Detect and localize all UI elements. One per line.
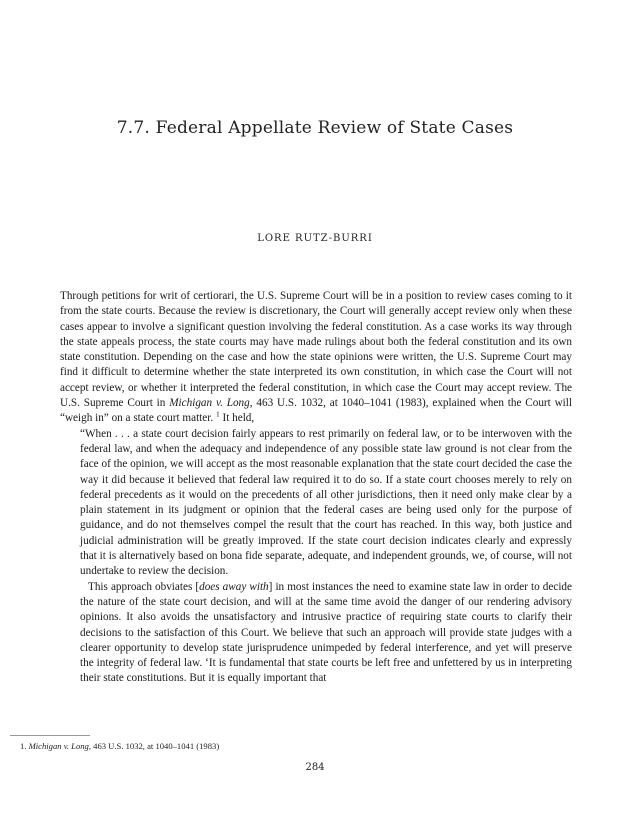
quote-paragraph-2 — [80, 580, 572, 687]
quote-italic-gloss: does away with — [199, 580, 269, 593]
footnote — [20, 741, 219, 751]
quote-paragraph-1: “When . . . a state court decision fairly appears to rest primarily on federal law, or to be interwoven with the federal law, and when the adequacy and independence of any possible state law ground is not clear from the face of the opinion, we will accept as the most reasonable explanation that the state court decided the case the way it did because it believed that federal law required it to do so. If a state court chooses merely to rely on federal precedents as it would on the precedents of all other jurisdictions, then it need only make clear by a plain statement in its judgment or opinion that the federal cases are being used only for the purpose of guidance, and do not themselves compel the result that the court has reached. In this way, both justice and judicial administration will be greatly improved. If the state court decision indicates clearly and expressly that it is alternatively based on bona fide separate, adequate, and independent grounds, we, of course, will not undertake to review the decision. — [80, 427, 572, 578]
case-name: Michigan v. Long — [169, 397, 250, 410]
footnote-case-name: Michigan v. Long — [28, 741, 89, 751]
body-text — [60, 289, 572, 687]
intro-citation: , 463 U.S. 1032, at 1040–1041 (1983), explained when the Court will “weigh in” on a state court matter. — [60, 397, 573, 425]
intro-text: Through petitions for writ of certiorari, the U.S. Supreme Court will be in a position to review cases coming to it from the state courts. Because the review is discretionary, the Court will generally accept review only when these cases appear to involve a significant question involving the federal constitution. As a case works its way through the state appeals process, the state courts may have made rulings about both the federal constitution and its own state constitution. Depending on the case and how the state opinions were written, the U.S. Supreme Court may find it difficult to determine whether the state interpreted its own constitution, in which case the Court will not accept review, or whether it interpreted the federal constitution, in which case the Court may accept review. The U.S. Supreme Court in — [60, 290, 572, 410]
intro-tail: It held, — [219, 412, 255, 425]
footnote-divider — [10, 735, 90, 736]
intro-paragraph — [60, 289, 572, 427]
block-quote — [60, 427, 572, 687]
footnote-reference[interactable]: 1 — [215, 409, 220, 419]
page-number: 284 — [305, 762, 325, 773]
chapter-title: 7.7. Federal Appellate Review of State Cases — [116, 118, 514, 138]
quote-text-after: ] in most instances the need to examine state law in order to decide the nature of the state court decision, and will at the same time avoid the danger of our rendering advisory opinions. It also avoids the unsatisfactory and intrusive practice of requiring state courts to clarify their decisions to the satisfaction of this Court. We believe that such an approach will provide state judges with a clearer opportunity to develop state jurisprudence unimpeded by federal interference, and yet will preserve the integrity of federal law. ‘It is fundamental that state courts be left free and unfettered by us in interpreting their state constitutions. But it is equally important that — [80, 580, 572, 685]
footnote-number: 1. — [20, 741, 27, 751]
footnote-citation: , 463 U.S. 1032, at 1040–1041 (1983) — [88, 741, 220, 751]
quote-text-before: This approach obviates [ — [88, 580, 200, 593]
author-name: LORE RUTZ-BURRI — [257, 233, 373, 244]
